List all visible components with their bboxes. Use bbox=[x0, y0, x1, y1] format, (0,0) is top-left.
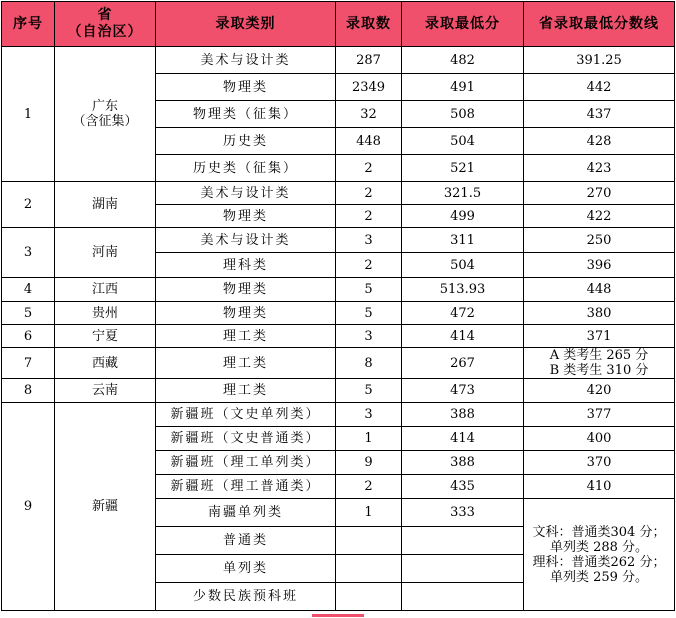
min-score-cell: 388 bbox=[402, 451, 524, 475]
seq-cell: 4 bbox=[2, 278, 55, 302]
category-cell: 物理类 bbox=[156, 74, 336, 101]
header-count: 录取数 bbox=[336, 2, 402, 47]
prov-min-cell: 423 bbox=[524, 155, 675, 182]
count-cell bbox=[336, 583, 402, 611]
min-score-cell bbox=[402, 527, 524, 555]
province-cell: 贵州 bbox=[55, 302, 156, 325]
table-row bbox=[2, 278, 675, 302]
prov-min-cell: 428 bbox=[524, 128, 675, 155]
count-cell: 2 bbox=[336, 182, 402, 205]
min-score-cell: 414 bbox=[402, 427, 524, 451]
min-score-cell: 491 bbox=[402, 74, 524, 101]
header-row bbox=[2, 2, 675, 47]
category-cell: 物理类（征集） bbox=[156, 101, 336, 128]
count-cell: 2 bbox=[336, 155, 402, 182]
category-cell: 少数民族预科班 bbox=[156, 583, 336, 611]
category-cell: 理工类 bbox=[156, 348, 336, 379]
prov-min-cell: 380 bbox=[524, 302, 675, 325]
count-cell: 3 bbox=[336, 228, 402, 253]
category-cell: 物理类 bbox=[156, 205, 336, 228]
count-cell: 5 bbox=[336, 278, 402, 302]
note-line: 单列类 288 分。 bbox=[549, 539, 649, 555]
seq-cell: 9 bbox=[2, 403, 55, 611]
min-score-cell: 482 bbox=[402, 47, 524, 74]
table-row bbox=[2, 379, 675, 403]
note-line: 理科：普通类262 分； bbox=[532, 554, 666, 570]
min-score-cell: 521 bbox=[402, 155, 524, 182]
table-row bbox=[2, 302, 675, 325]
count-cell: 8 bbox=[336, 348, 402, 379]
min-score-cell: 333 bbox=[402, 499, 524, 527]
prov-min-cell: 442 bbox=[524, 74, 675, 101]
prov-min-note-cell bbox=[524, 499, 675, 611]
prov-min-cell: 377 bbox=[524, 403, 675, 427]
prov-min-cell: 250 bbox=[524, 228, 675, 253]
prov-min-cell: 396 bbox=[524, 253, 675, 278]
table-row bbox=[2, 47, 675, 74]
prov-min-cell: 422 bbox=[524, 205, 675, 228]
table-row bbox=[2, 228, 675, 253]
seq-cell: 5 bbox=[2, 302, 55, 325]
count-cell: 287 bbox=[336, 47, 402, 74]
category-cell: 南疆单列类 bbox=[156, 499, 336, 527]
header-min-score: 录取最低分 bbox=[402, 2, 524, 47]
seq-cell: 1 bbox=[2, 47, 55, 182]
province-cell: 湖南 bbox=[55, 182, 156, 228]
min-score-cell: 388 bbox=[402, 403, 524, 427]
category-cell: 物理类 bbox=[156, 302, 336, 325]
min-score-cell: 321.5 bbox=[402, 182, 524, 205]
province-name: 广东 bbox=[91, 99, 118, 114]
count-cell bbox=[336, 555, 402, 583]
count-cell: 1 bbox=[336, 427, 402, 451]
category-cell: 新疆班（文史单列类） bbox=[156, 403, 336, 427]
count-cell: 2349 bbox=[336, 74, 402, 101]
count-cell: 32 bbox=[336, 101, 402, 128]
category-cell: 单列类 bbox=[156, 555, 336, 583]
prov-min-cell: 400 bbox=[524, 427, 675, 451]
category-cell: 理工类 bbox=[156, 325, 336, 348]
prov-min-cell: 448 bbox=[524, 278, 675, 302]
count-cell bbox=[336, 527, 402, 555]
seq-cell: 6 bbox=[2, 325, 55, 348]
header-category: 录取类别 bbox=[156, 2, 336, 47]
category-cell: 新疆班（理工单列类） bbox=[156, 451, 336, 475]
min-score-cell: 472 bbox=[402, 302, 524, 325]
province-cell: 云南 bbox=[55, 379, 156, 403]
min-score-cell: 473 bbox=[402, 379, 524, 403]
note-line: 文科：普通类304 分； bbox=[532, 524, 666, 540]
min-score-cell: 504 bbox=[402, 253, 524, 278]
category-cell: 美术与设计类 bbox=[156, 182, 336, 205]
seq-cell: 3 bbox=[2, 228, 55, 278]
category-cell: 新疆班（文史普通类） bbox=[156, 427, 336, 451]
seq-cell: 7 bbox=[2, 348, 55, 379]
table-row bbox=[2, 403, 675, 427]
min-score-cell: 414 bbox=[402, 325, 524, 348]
note-line: 单列类 259 分。 bbox=[549, 569, 649, 585]
province-note: （含征集） bbox=[72, 114, 138, 129]
table-row bbox=[2, 325, 675, 348]
province-cell: 江西 bbox=[55, 278, 156, 302]
min-score-cell: 504 bbox=[402, 128, 524, 155]
category-cell: 历史类（征集） bbox=[156, 155, 336, 182]
prov-min-line-b: B 类考生 310 分 bbox=[549, 363, 649, 378]
seq-cell: 8 bbox=[2, 379, 55, 403]
header-province bbox=[55, 2, 156, 47]
category-cell: 普通类 bbox=[156, 527, 336, 555]
prov-min-cell: 437 bbox=[524, 101, 675, 128]
prov-min-cell: 420 bbox=[524, 379, 675, 403]
min-score-cell: 499 bbox=[402, 205, 524, 228]
count-cell: 1 bbox=[336, 499, 402, 527]
seq-cell: 2 bbox=[2, 182, 55, 228]
min-score-cell bbox=[402, 583, 524, 611]
header-province-line2: （自治区） bbox=[67, 24, 143, 40]
count-cell: 3 bbox=[336, 403, 402, 427]
selection-marker bbox=[312, 614, 364, 617]
prov-min-cell: 410 bbox=[524, 475, 675, 499]
header-prov-min: 省录取最低分数线 bbox=[524, 2, 675, 47]
province-cell bbox=[55, 47, 156, 182]
table-row bbox=[2, 348, 675, 379]
prov-min-cell: 391.25 bbox=[524, 47, 675, 74]
category-cell: 物理类 bbox=[156, 278, 336, 302]
prov-min-cell: 270 bbox=[524, 182, 675, 205]
min-score-cell: 435 bbox=[402, 475, 524, 499]
category-cell: 美术与设计类 bbox=[156, 47, 336, 74]
category-cell: 美术与设计类 bbox=[156, 228, 336, 253]
table-row bbox=[2, 182, 675, 205]
min-score-cell: 508 bbox=[402, 101, 524, 128]
count-cell: 2 bbox=[336, 253, 402, 278]
prov-min-cell: 370 bbox=[524, 451, 675, 475]
min-score-cell: 267 bbox=[402, 348, 524, 379]
count-cell: 5 bbox=[336, 379, 402, 403]
category-cell: 理科类 bbox=[156, 253, 336, 278]
category-cell: 理工类 bbox=[156, 379, 336, 403]
prov-min-cell bbox=[524, 348, 675, 379]
min-score-cell: 311 bbox=[402, 228, 524, 253]
count-cell: 2 bbox=[336, 475, 402, 499]
count-cell: 448 bbox=[336, 128, 402, 155]
count-cell: 2 bbox=[336, 205, 402, 228]
header-seq: 序号 bbox=[2, 2, 55, 47]
count-cell: 5 bbox=[336, 302, 402, 325]
prov-min-line-a: A 类考生 265 分 bbox=[549, 348, 649, 363]
prov-min-cell: 371 bbox=[524, 325, 675, 348]
count-cell: 3 bbox=[336, 325, 402, 348]
admission-table bbox=[1, 1, 675, 611]
min-score-cell bbox=[402, 555, 524, 583]
category-cell: 新疆班（理工普通类） bbox=[156, 475, 336, 499]
province-cell: 新疆 bbox=[55, 403, 156, 611]
province-cell: 河南 bbox=[55, 228, 156, 278]
province-cell: 西藏 bbox=[55, 348, 156, 379]
header-province-line1: 省 bbox=[97, 7, 113, 23]
min-score-cell: 513.93 bbox=[402, 278, 524, 302]
count-cell: 9 bbox=[336, 451, 402, 475]
province-cell: 宁夏 bbox=[55, 325, 156, 348]
category-cell: 历史类 bbox=[156, 128, 336, 155]
